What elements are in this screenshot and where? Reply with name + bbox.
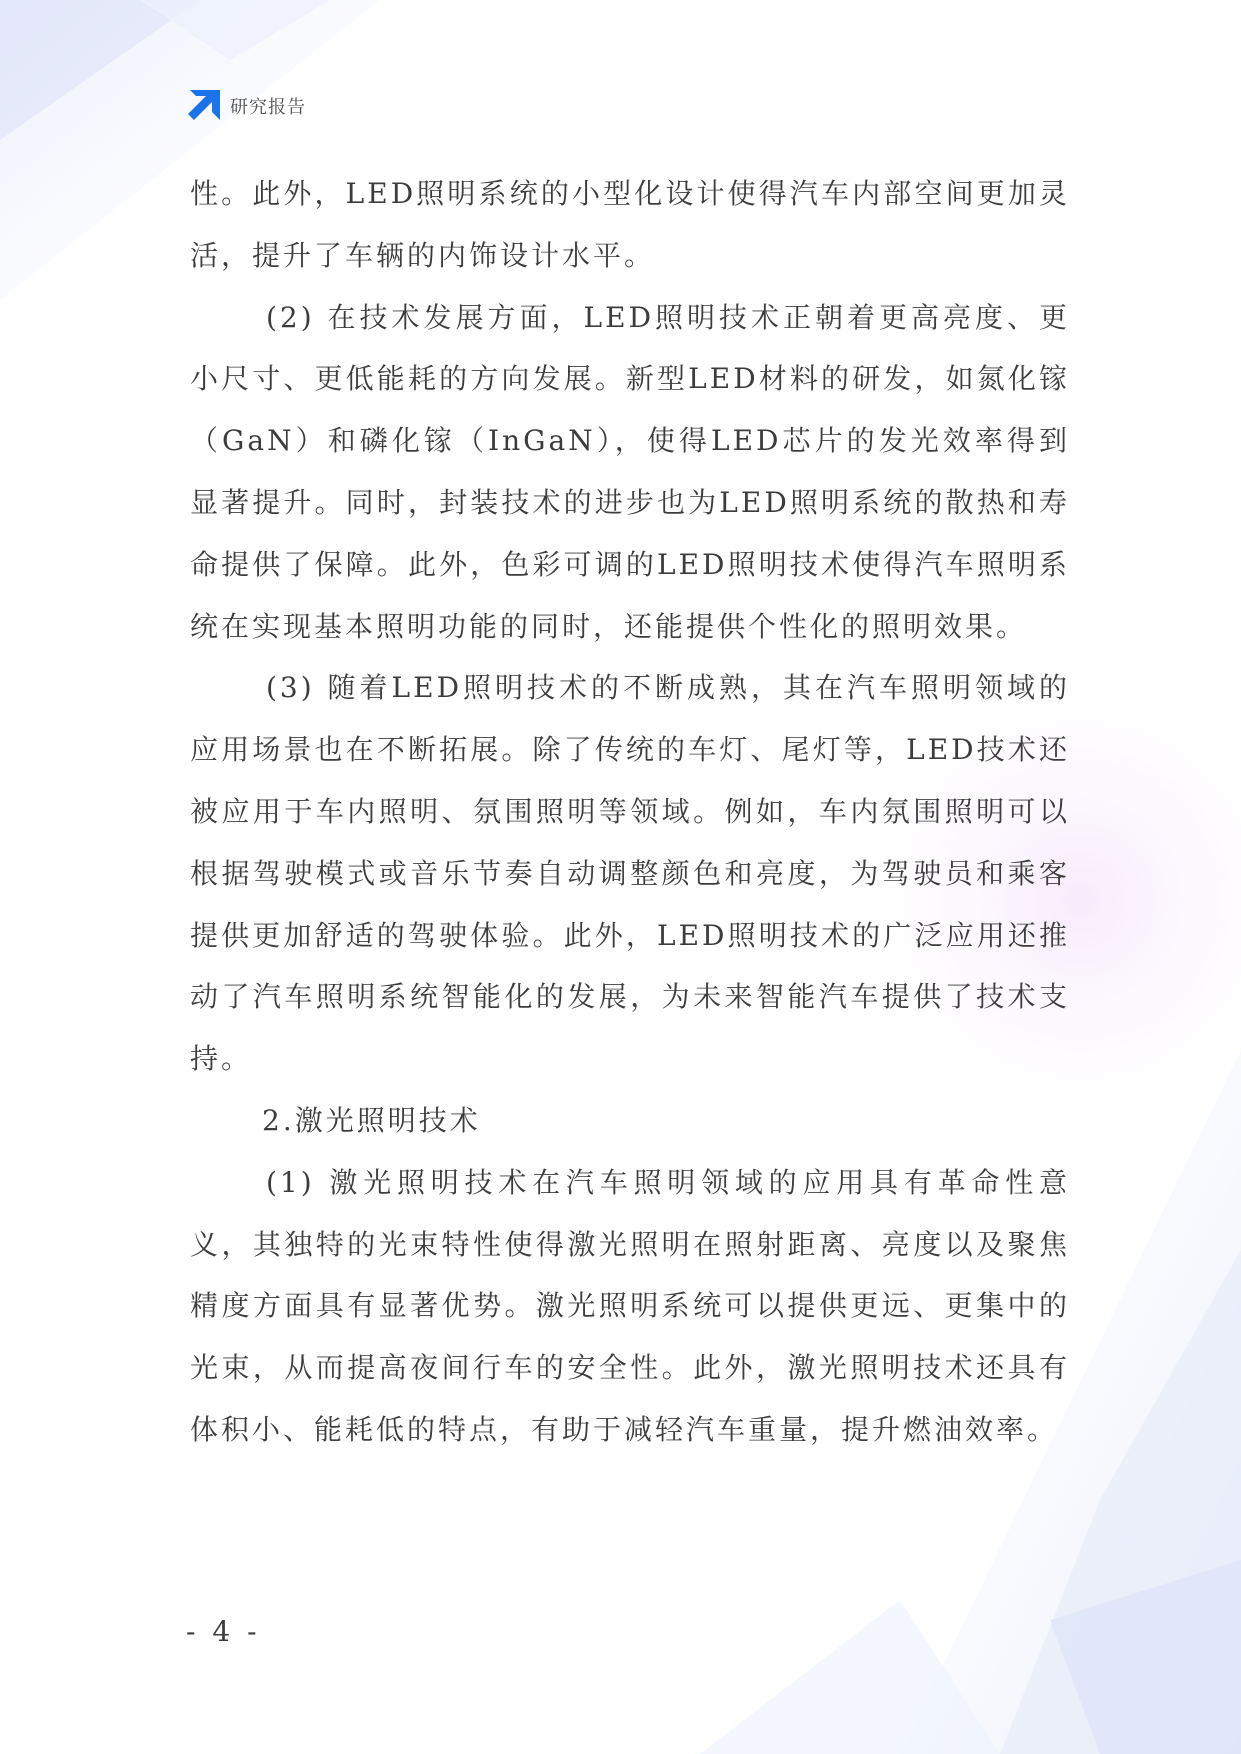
paragraph-2: (2) 在技术发展方面，LED照明技术正朝着更高亮度、更小尺寸、更低能耗的方向发展。新型LED材料的研发，如氮化镓（GaN）和磷化镓（InGaN），使得LED芯片的发光效率得到显著提升。同时，封装技术的进步也为LED照明系统的散热和寿命提供了保障。此外，色彩可调的LED照明技术使得汽车照明系统在实现基本照明功能的同时，还能提供个性化的照明效果。	[190, 300, 1070, 643]
arrow-up-right-icon	[186, 90, 220, 122]
report-header	[186, 88, 306, 124]
section-heading: 2.激光照明技术	[262, 1103, 481, 1137]
document-body	[190, 163, 1070, 1461]
page-number: - 4 -	[186, 1615, 261, 1648]
paragraph-continuation: 性。此外，LED照明系统的小型化设计使得汽车内部空间更加灵活，提升了车辆的内饰设计水平。	[190, 177, 1070, 272]
paragraph-4: (1) 激光照明技术在汽车照明领域的应用具有革命性意义，其独特的光束特性使得激光照明在照射距离、亮度以及聚焦精度方面具有显著优势。激光照明系统可以提供更远、更集中的光束，从而提高夜间行车的安全性。此外，激光照明技术还具有体积小、能耗低的特点，有助于减轻汽车重量，提升燃油效率。	[190, 1165, 1070, 1446]
paragraph-3: (3) 随着LED照明技术的不断成熟，其在汽车照明领域的应用场景也在不断拓展。除了传统的车灯、尾灯等，LED技术还被应用于车内照明、氛围照明等领域。例如，车内氛围照明可以根据驾驶模式或音乐节奏自动调整颜色和亮度，为驾驶员和乘客提供更加舒适的驾驶体验。此外，LED照明技术的广泛应用还推动了汽车照明系统智能化的发展，为未来智能汽车提供了技术支持。	[190, 671, 1070, 1076]
header-title: 研究报告	[230, 97, 306, 118]
